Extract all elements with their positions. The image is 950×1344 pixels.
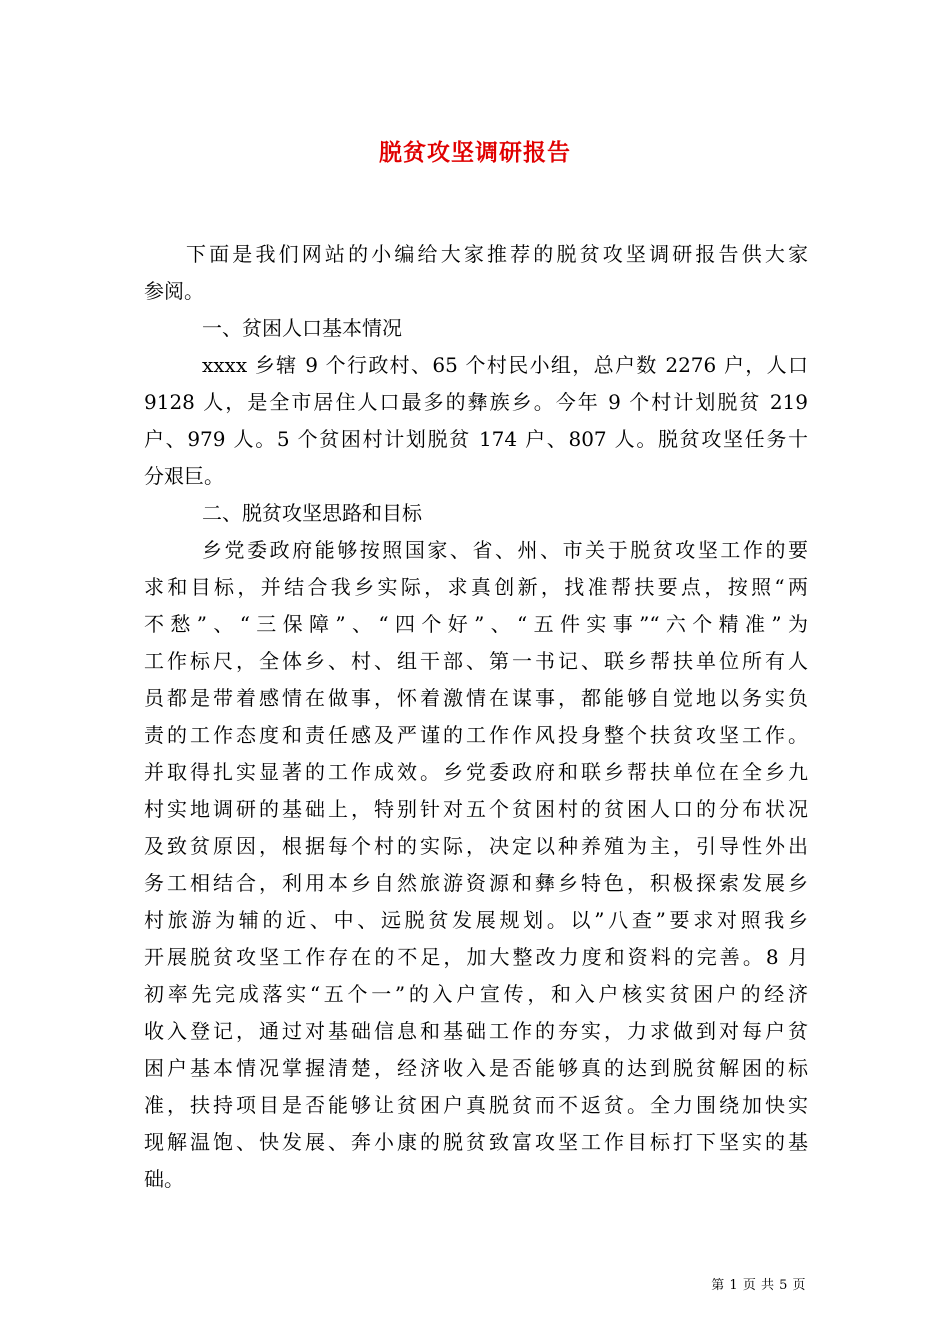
text-line: 乡党委政府能够按照国家、省、州、市关于脱贫攻坚工作的要: [202, 538, 808, 562]
text-line: 务工相结合，利用本乡自然旅游资源和彝乡特色，积极探索发展乡: [144, 871, 808, 895]
text-line: 分艰巨。: [144, 464, 224, 488]
text-line: 下面是我们网站的小编给大家推荐的脱贫攻坚调研报告供大家: [186, 242, 808, 266]
section-heading-2: 二、脱贫攻坚思路和目标: [202, 501, 422, 525]
text-line: 不愁”、“三保障”、“四个好”、“五件实事”“六个精准”为: [144, 612, 808, 636]
text-line: 础。: [144, 1167, 184, 1191]
text-line: xxxx 乡辖 9 个行政村、65 个村民小组，总户数 2276 户，人口: [202, 353, 808, 377]
text-line: 并取得扎实显著的工作成效。乡党委政府和联乡帮扶单位在全乡九: [144, 760, 808, 784]
text-line: 现解温饱、快发展、奔小康的脱贫致富攻坚工作目标打下坚实的基: [144, 1130, 808, 1154]
text-line: 村实地调研的基础上，特别针对五个贫困村的贫困人口的分布状况: [144, 797, 808, 821]
text-line: 村旅游为辅的近、中、远脱贫发展规划。以”八查”要求对照我乡: [144, 908, 808, 932]
text-line: 初率先完成落实“五个一”的入户宣传，和入户核实贫困户的经济: [144, 982, 808, 1006]
text-line: 准，扶持项目是否能够让贫困户真脱贫而不返贫。全力围绕加快实: [144, 1093, 808, 1117]
text-line: 收入登记，通过对基础信息和基础工作的夯实，力求做到对每户贫: [144, 1019, 808, 1043]
text-line: 工作标尺，全体乡、村、组干部、第一书记、联乡帮扶单位所有人: [144, 649, 808, 673]
text-line: 参阅。: [144, 279, 204, 303]
text-line: 及致贫原因，根据每个村的实际，决定以种养殖为主，引导性外出: [144, 834, 808, 858]
page-title: 脱贫攻坚调研报告: [379, 139, 571, 166]
text-line: 开展脱贫攻坚工作存在的不足，加大整改力度和资料的完善。8 月: [144, 945, 808, 969]
text-line: 9128 人，是全市居住人口最多的彝族乡。今年 9 个村计划脱贫 219: [144, 390, 808, 414]
text-line: 户、979 人。5 个贫困村计划脱贫 174 户、807 人。脱贫攻坚任务十: [144, 427, 808, 451]
text-line: 员都是带着感情在做事，怀着激情在谋事，都能够自觉地以务实负: [144, 686, 808, 710]
text-line: 困户基本情况掌握清楚，经济收入是否能够真的达到脱贫解困的标: [144, 1056, 808, 1080]
text-line: 求和目标，并结合我乡实际，求真创新，找准帮扶要点，按照“两: [144, 575, 808, 599]
section-heading-1: 一、贫困人口基本情况: [202, 316, 402, 340]
document-body: [144, 236, 808, 1198]
text-line: 责的工作态度和责任感及严谨的工作作风投身整个扶贫攻坚工作。: [144, 723, 808, 747]
page-number: 第 1 页 共 5 页: [711, 1278, 806, 1293]
